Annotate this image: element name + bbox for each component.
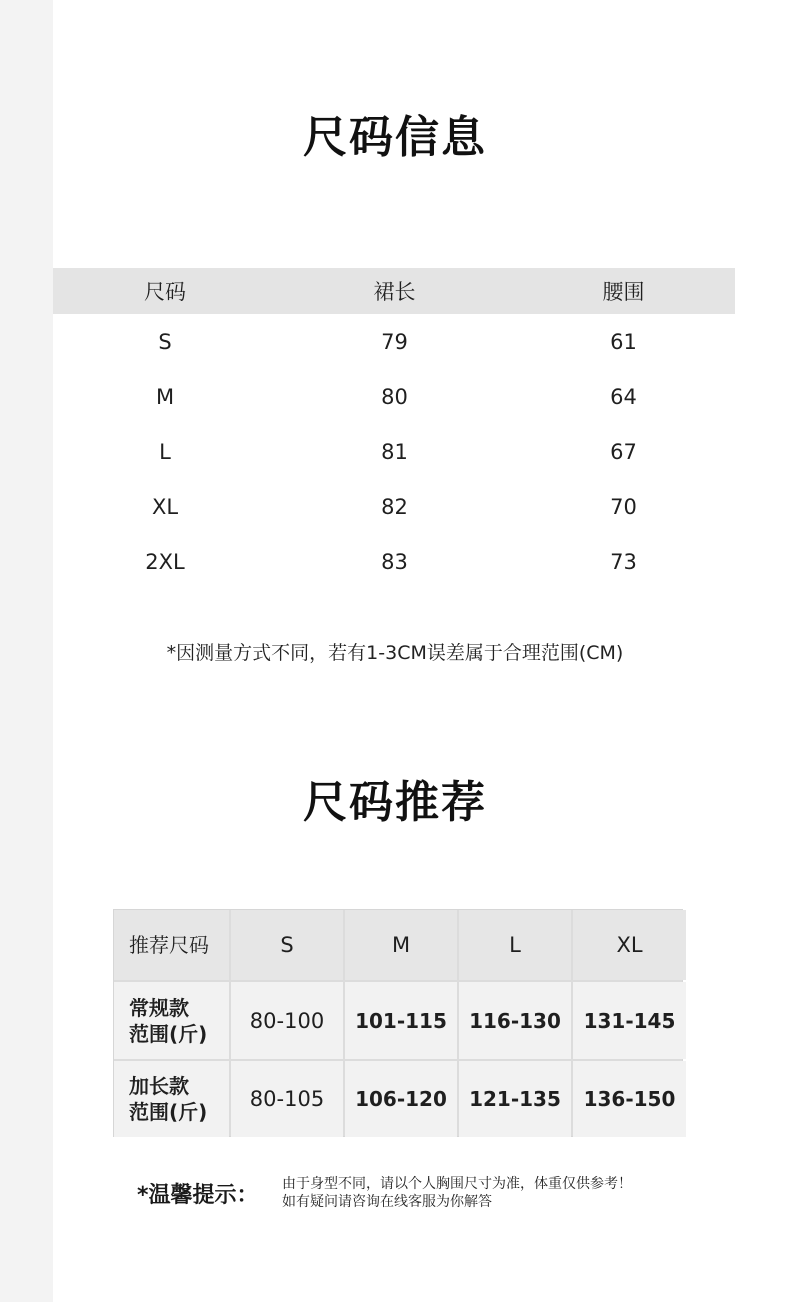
tip-label: *温馨提示： xyxy=(137,1183,259,1208)
long-label-line2: 范围(斤) xyxy=(129,1100,208,1124)
skirt-length-cell: 83 xyxy=(381,549,408,574)
regular-range-label xyxy=(114,982,229,1059)
size-cell: L xyxy=(159,439,171,464)
tip-line1: 由于身型不同，请以个人胸围尺寸为准，体重仅供参考！ xyxy=(282,1176,632,1192)
tip-text xyxy=(282,1175,632,1211)
regular-label-line2: 范围(斤) xyxy=(129,1021,208,1046)
header-waist: 腰围 xyxy=(602,280,645,304)
regular-label-line1: 常规款 xyxy=(129,995,189,1020)
waist-cell: 70 xyxy=(610,494,637,519)
tip-line2: 如有疑问请咨询在线客服为你解答 xyxy=(282,1194,492,1210)
waist-cell: 73 xyxy=(610,549,637,574)
header-size-xl: XL xyxy=(573,910,686,980)
long-label-line1: 加长款 xyxy=(129,1074,189,1098)
header-size-l: L xyxy=(459,910,571,980)
long-m-range: 106-120 xyxy=(345,1061,457,1137)
regular-s-range: 80-100 xyxy=(231,982,343,1059)
long-l-range: 121-135 xyxy=(459,1061,571,1137)
size-cell: XL xyxy=(151,494,179,519)
header-size-m: M xyxy=(345,910,457,980)
long-range-label xyxy=(114,1061,229,1137)
skirt-length-cell: 81 xyxy=(381,439,408,464)
waist-cell: 64 xyxy=(610,384,637,409)
size-cell: S xyxy=(158,329,172,354)
measurement-note: *因测量方式不同，若有1-3CM误差属于合理范围(CM) xyxy=(166,642,624,664)
waist-cell: 67 xyxy=(610,439,637,464)
header-size-s: S xyxy=(231,910,343,980)
skirt-length-cell: 79 xyxy=(381,329,408,354)
skirt-length-cell: 80 xyxy=(381,384,408,409)
size-info-header-row xyxy=(53,268,735,314)
long-xl-range: 136-150 xyxy=(573,1061,686,1137)
table-row xyxy=(53,369,735,424)
size-recommend-title: 尺码推荐 xyxy=(303,777,487,828)
size-cell: 2XL xyxy=(145,549,185,574)
regular-m-range: 101-115 xyxy=(345,982,457,1059)
size-info-table xyxy=(53,268,735,589)
table-row xyxy=(53,479,735,534)
size-recommend-table xyxy=(113,909,683,1137)
long-s-range: 80-105 xyxy=(231,1061,343,1137)
table-row xyxy=(53,534,735,589)
header-recommend-size: 推荐尺码 xyxy=(114,910,229,980)
waist-cell: 61 xyxy=(610,329,637,354)
regular-xl-range: 131-145 xyxy=(573,982,686,1059)
size-info-title: 尺码信息 xyxy=(303,112,487,163)
header-size: 尺码 xyxy=(144,280,186,304)
skirt-length-cell: 82 xyxy=(381,494,408,519)
header-skirt-length: 裙长 xyxy=(373,280,416,304)
regular-l-range: 116-130 xyxy=(459,982,571,1059)
size-cell: M xyxy=(155,384,175,409)
table-row xyxy=(53,424,735,479)
table-row xyxy=(53,314,735,369)
